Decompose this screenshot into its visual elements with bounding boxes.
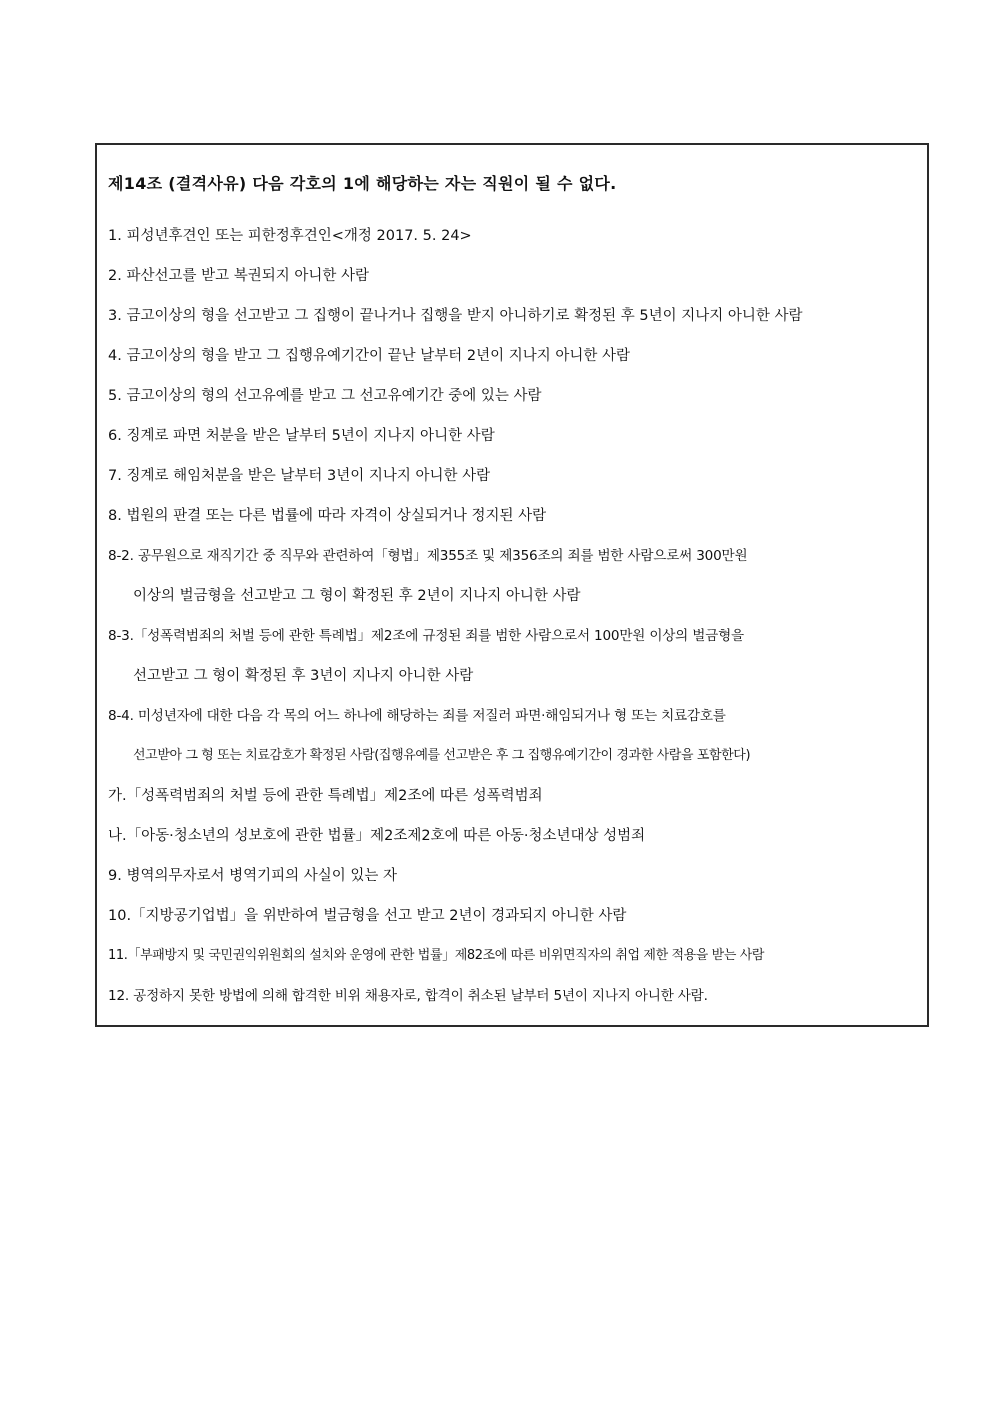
list-item-10: 10.「지방공기업법」을 위반하여 벌금형을 선고 받고 2년이 경과되지 아니한 사람 xyxy=(108,908,627,924)
list-item-na: 나.「아동·청소년의 성보호에 관한 법률」제2조제2호에 따른 아동·청소년대상 성범죄 xyxy=(108,828,646,844)
article-box xyxy=(95,143,929,1027)
list-item-8-2-continued: 이상의 벌금형을 선고받고 그 형이 확정된 후 2년이 지나지 아니한 사람 xyxy=(133,588,581,604)
list-item-5: 5. 금고이상의 형의 선고유예를 받고 그 선고유예기간 중에 있는 사람 xyxy=(108,388,542,404)
list-item-4: 4. 금고이상의 형을 받고 그 집행유예기간이 끝난 날부터 2년이 지나지 아니한 사람 xyxy=(108,348,630,364)
list-item-8-2: 8-2. 공무원으로 재직기간 중 직무와 관련하여「형법」제355조 및 제356조의 죄를 범한 사람으로써 300만원 xyxy=(108,548,748,564)
list-item-1: 1. 피성년후견인 또는 피한정후견인<개정 2017. 5. 24> xyxy=(108,228,472,244)
list-item-7: 7. 징계로 해임처분을 받은 날부터 3년이 지나지 아니한 사람 xyxy=(108,468,491,484)
list-item-9: 9. 병역의무자로서 병역기피의 사실이 있는 자 xyxy=(108,868,398,884)
list-item-8: 8. 법원의 판결 또는 다른 법률에 따라 자격이 상실되거나 정지된 사람 xyxy=(108,508,547,524)
list-item-2: 2. 파산선고를 받고 복권되지 아니한 사람 xyxy=(108,268,369,284)
list-item-8-3-continued: 선고받고 그 형이 확정된 후 3년이 지나지 아니한 사람 xyxy=(133,668,474,684)
article-heading: 제14조 (결격사유) 다음 각호의 1에 해당하는 자는 직원이 될 수 없다. xyxy=(108,174,617,193)
list-item-6: 6. 징계로 파면 처분을 받은 날부터 5년이 지나지 아니한 사람 xyxy=(108,428,495,444)
list-item-11: 11.「부패방지 및 국민권익위원회의 설치와 운영에 관한 법률」제82조에 따른 비위면직자의 취업 제한 적용을 받는 사람 xyxy=(108,948,765,963)
disqualification-list xyxy=(108,216,920,1016)
list-item-12: 12. 공정하지 못한 방법에 의해 합격한 비위 채용자로, 합격이 취소된 날부터 5년이 지나지 아니한 사람. xyxy=(108,988,708,1004)
list-item-8-4: 8-4. 미성년자에 대한 다음 각 목의 어느 하나에 해당하는 죄를 저질러 파면·해임되거나 형 또는 치료감호를 xyxy=(108,708,726,724)
list-item-8-4-continued: 선고받아 그 형 또는 치료감호가 확정된 사람(집행유예를 선고받은 후 그 집행유예기간이 경과한 사람을 포함한다) xyxy=(133,748,751,763)
list-item-8-3: 8-3.「성폭력범죄의 처벌 등에 관한 특례법」제2조에 규정된 죄를 범한 사람으로서 100만원 이상의 벌금형을 xyxy=(108,628,744,644)
list-item-ga: 가.「성폭력범죄의 처벌 등에 관한 특례법」제2조에 따른 성폭력범죄 xyxy=(108,788,543,804)
list-item-3: 3. 금고이상의 형을 선고받고 그 집행이 끝나거나 집행을 받지 아니하기로 확정된 후 5년이 지나지 아니한 사람 xyxy=(108,308,803,324)
